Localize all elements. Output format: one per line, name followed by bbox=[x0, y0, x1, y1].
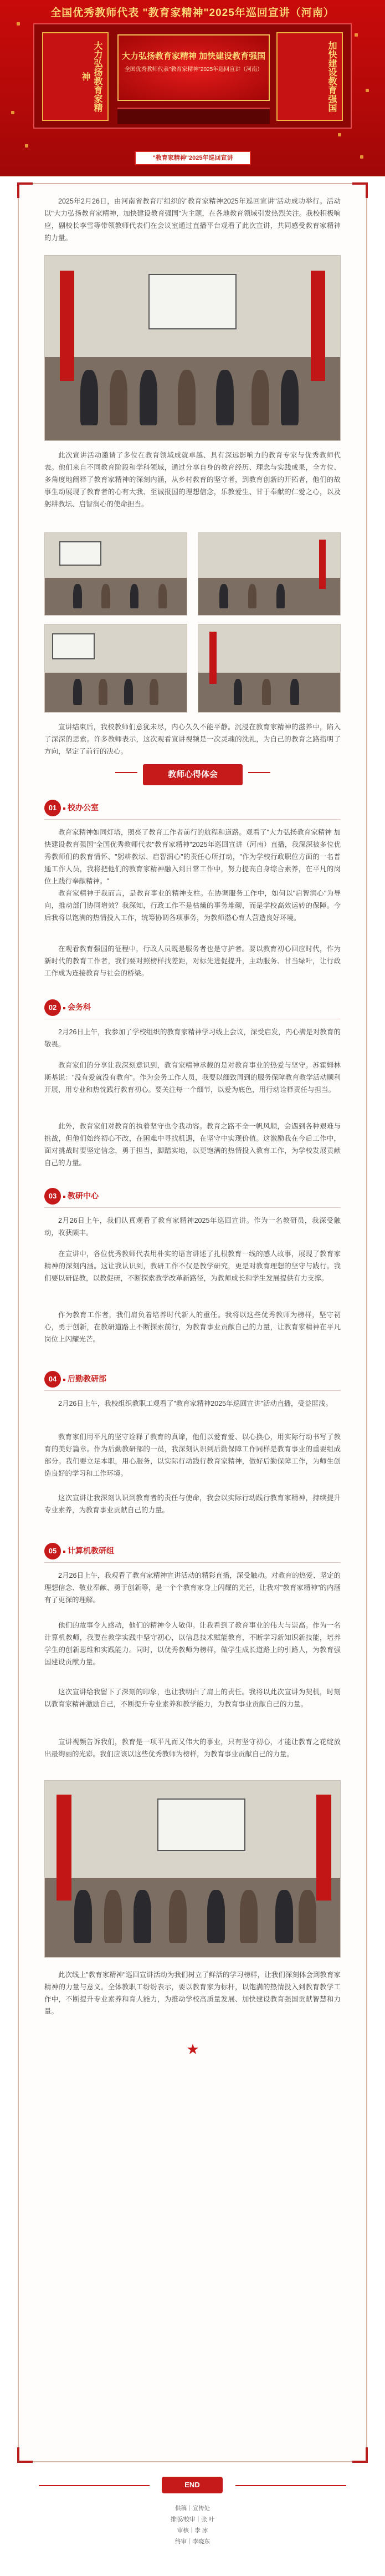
meeting-photo bbox=[198, 624, 341, 713]
star-icon: ★ bbox=[186, 2041, 199, 2057]
meeting-photo bbox=[44, 532, 187, 616]
intro-paragraph-4: 宣讲视频告诉我们，教育是一项平凡而又伟大的事业，只有坚守初心，才能让教育之花绽放出最绚丽的光彩。我们应该以这些优秀教师为榜样，为教育事业贡献自己的力量。 bbox=[44, 1738, 341, 1758]
frame-corner bbox=[17, 2447, 33, 2463]
item-01-text-3: 在观看教育强国的征程中，行政人员既是服务者也是守护者。要以教育初心回应时代，作为新时代的教育工作者，我们要对照榜样找差距，对标先进促提升，主动服务、甘当绿叶，让行政工作成为连接教育与社会的桥梁。 bbox=[44, 945, 341, 977]
hero-banner bbox=[0, 0, 385, 176]
item-heading-04 bbox=[44, 1370, 341, 1389]
hero-caption: "教育家精神"2025年巡回宣讲 bbox=[135, 151, 251, 165]
credit-line: 排版/校审｜张 叶 bbox=[170, 2516, 215, 2523]
item-number: 04 bbox=[44, 1371, 61, 1388]
item-name: 教研中心 bbox=[68, 1191, 99, 1200]
item-name: 计算机教研组 bbox=[68, 1546, 114, 1555]
stage-photo bbox=[33, 23, 352, 129]
section-title: 教师心得体会 bbox=[143, 764, 243, 785]
item-name: 会务科 bbox=[68, 1003, 91, 1012]
meeting-photo bbox=[44, 255, 341, 441]
item-number: 02 bbox=[44, 999, 61, 1016]
item-number: 05 bbox=[44, 1543, 61, 1559]
frame-corner bbox=[17, 182, 33, 198]
credit-line: 审核｜李 冰 bbox=[177, 2527, 208, 2534]
item-heading-01 bbox=[44, 799, 341, 817]
item-04-text-1: 2月26日上午，我校组织教职工观看了"教育家精神2025年巡回宣讲"活动直播，受益匪浅。 bbox=[58, 1400, 333, 1408]
meeting-photo bbox=[44, 624, 187, 713]
intro-paragraph-1: 2025年2月26日，由河南省教育厅组织的"教育家精神2025年巡回宣讲"活动成功举行。活动以"大力弘扬教育家精神，加快建设教育强国"为主题，在各地教育领域引发热烈关注。我校积极响应，副校长李雪等带领教师代表们在会议室通过直播平台观看了此次宣讲，共同感受教育家精神的力量。 bbox=[44, 197, 341, 242]
item-heading-03 bbox=[44, 1187, 341, 1206]
item-05-text-1: 2月26日上午，我观看了教育家精神宣讲活动的精彩直播，深受触动。对教育的热爱、坚定的理想信念、敬业奉献、勇于创新等，是一个个教育家身上闪耀的光芒，让我对"教育家精神"的内涵有了更深的理解。 bbox=[44, 1572, 341, 1604]
item-02-text-2: 教育家们的分享让我深刻意识到，教育家精神承载的是对教育事业的热爱与坚守。苏霍姆林斯基说："没有爱就没有教育"。作为会务工作人员，我要以细致周到的服务保障教育教学活动顺利开展，用专业和热忱践行教育初心。要关注每一个细节，以爱为底色，用行动诠释责任与担当。 bbox=[44, 1061, 341, 1094]
frame-corner bbox=[352, 182, 368, 198]
item-01-text-2: 教育家精神于我而言，是教育事业的精神支柱。在协调服务工作中，如何以"启智润心"为导向，推动部门协同增效？我深知，行政工作不是枯燥的事务堆砌，而是学校高效运转的保障。今后我将以饱满的热情投入工作，统筹协调各项事务，为教师潜心育人营造良好环境。 bbox=[44, 890, 341, 922]
item-05-text-2: 他们的故事令人感动，他们的精神令人敬仰。让我看到了教育事业的伟大与崇高。作为一名计算机教师，我要在教学实践中坚守初心，以信息技术赋能教育，不断学习新知识新技能，培养学生的创新思维和实践能力。同时，以优秀教师为榜样，做学生成长道路上的引路人，为教育强国建设贡献力量。 bbox=[44, 1622, 341, 1666]
frame-corner bbox=[352, 2447, 368, 2463]
item-heading-05 bbox=[44, 1542, 341, 1561]
intro-paragraph-3: 宣讲结束后，我校教师们意犹未尽，内心久久不能平静。沉浸在教育家精神的滋养中，陷入了深深的思索。许多教师表示，这次观看宣讲视频是一次灵魂的洗礼，为自己的教育之路指明了方向，坚定了前行的决心。 bbox=[44, 723, 341, 755]
stage-screen-subtitle: 全国优秀教师代表"教育家精神"2025年巡回宣讲（河南） bbox=[124, 67, 263, 73]
stage-table bbox=[117, 108, 270, 124]
item-03-text-2: 在宣讲中，各位优秀教师代表用朴实的语言讲述了扎根教育一线的感人故事，展现了教育家精神的深刻内涵。这让我认识到，教研工作不仅是教学研究，更是对教育理想的坚守与践行。我们要以研促教，以教促研，不断探索教学改革新路径，为教师成长和学生发展提供有力支撑。 bbox=[44, 1250, 341, 1282]
item-02-text-1: 2月26日上午，我参加了学校组织的教育家精神学习线上会议，深受启发，内心满是对教育的敬畏。 bbox=[44, 1028, 341, 1048]
item-number: 03 bbox=[44, 1188, 61, 1205]
stage-side-right: 加快建设教育强国 bbox=[276, 32, 343, 121]
end-divider bbox=[39, 2485, 150, 2486]
end-divider bbox=[235, 2485, 346, 2486]
item-name: 校办公室 bbox=[68, 803, 99, 812]
intro-paragraph-2: 此次宣讲活动邀请了多位在教育领域成就卓越、具有深远影响力的教育专家与优秀教师代表。他们来自不同教育阶段和学科领域，通过分享自身的教育经历、理念与实践成果，全方位、多角度地阐释了教育家精神的深刻内涵，从乡村教育的坚守者，到教育创新的开拓者，他们的故事生动展现了教育者的心有大我、至诚报国的理想信念，乐教爱生、甘于奉献的仁爱之心，以及躬耕教坛、启智润心的使命担当。 bbox=[44, 451, 341, 508]
item-04-text-2: 教育家们用平凡的坚守诠释了教育的真谛，他们以爱育爱、以心换心，用实际行动书写了教育的美好篇章。作为后勤教研部的一员，我深刻认识到后勤保障工作同样是教育事业的重要组成部分。我们要立足本职，用心服务，以实际行动践行教育家精神，做好后勤保障工作，为师生创造良好的学习和工作环境。 bbox=[44, 1433, 341, 1477]
item-name: 后勤教研部 bbox=[68, 1374, 106, 1383]
hero-top-text: 全国优秀教师代表 "教育家精神"2025年巡回宣讲（河南） bbox=[50, 7, 335, 19]
stage-screen-title: 大力弘扬教育家精神 加快建设教育强国 bbox=[121, 52, 266, 61]
credit-line: 终审｜李晓东 bbox=[175, 2538, 210, 2545]
item-number: 01 bbox=[44, 800, 61, 816]
credit-line: 供稿｜宣传处 bbox=[175, 2505, 210, 2512]
item-03-text-1: 2月26日上午，我们认真观看了教育家精神2025年巡回宣讲。作为一名教研员，我深受触动，收获颇丰。 bbox=[44, 1217, 341, 1237]
item-05-text-3: 这次宣讲给我留下了深刻的印象，也让我明白了肩上的责任。我将以此次宣讲为契机，时刻以教育家精神激励自己，不断提升专业素养和教学能力，为教育事业贡献自己的力量。 bbox=[44, 1688, 341, 1708]
stage-side-left: 大力弘扬教育家精神 bbox=[42, 32, 109, 121]
item-04-text-3: 这次宣讲让我深刻认识到教育者的责任与使命，我会以实际行动践行教育家精神，持续提升专业素养，为教育事业贡献自己的力量。 bbox=[44, 1494, 341, 1514]
item-heading-02 bbox=[44, 998, 341, 1017]
item-02-text-3: 此外，教育家们对教育的执着坚守也令我动容。教育之路不全一帆风顺，会遇到各种艰难与挑战，但他们始终初心不改，在困难中寻找机遇，在坚守中实现价值。这激励我在今后工作中，面对挑战时要坚定信念，勇于担当，脚踏实地，以更饱满的热情投入教育工作，为学校发展贡献自己的力量。 bbox=[44, 1122, 341, 1167]
meeting-photo bbox=[198, 532, 341, 616]
stage-screen bbox=[117, 34, 270, 101]
meeting-photo bbox=[44, 1780, 341, 1958]
item-01-text-1: 教育家精神如同灯塔，照亮了教育工作者前行的航程和道路。观看了"大力弘扬教育家精神 加快建设教育强国"全国优秀教师代表"教育家精神"2025年巡回宣讲（河南）直播，我深深被多位优秀教师们的教育情怀、"躬耕教坛、启智润心"的责任心所打动，"作为学校行政职位方面的一名普通工作人员，我将把他们的教育家精神融入到日常工作中，努力提高自身综合素养，在平凡的岗位上践行奉献精神。" bbox=[44, 829, 341, 885]
end-marker: END bbox=[162, 2477, 223, 2493]
item-05-text-4: 此次线上"教育家精神"巡回宣讲活动为我们树立了鲜活的学习榜样，让我们深刻体会到教育家精神的力量与意义。全体教职工纷纷表示，要以教育家为标杆，以饱满的热情投入到教育教学工作中，不断提升专业素养和育人能力，为推动学校高质量发展、加快建设教育强国贡献智慧和力量。 bbox=[44, 1971, 341, 2015]
item-03-text-3: 作为教育工作者，我们肩负着培养时代新人的重任。我将以这些优秀教师为榜样，坚守初心，勇于创新，在教研道路上不断探索前行，为教育事业贡献自己的力量，让教育家精神在平凡岗位上闪耀光芒。 bbox=[44, 1311, 341, 1343]
